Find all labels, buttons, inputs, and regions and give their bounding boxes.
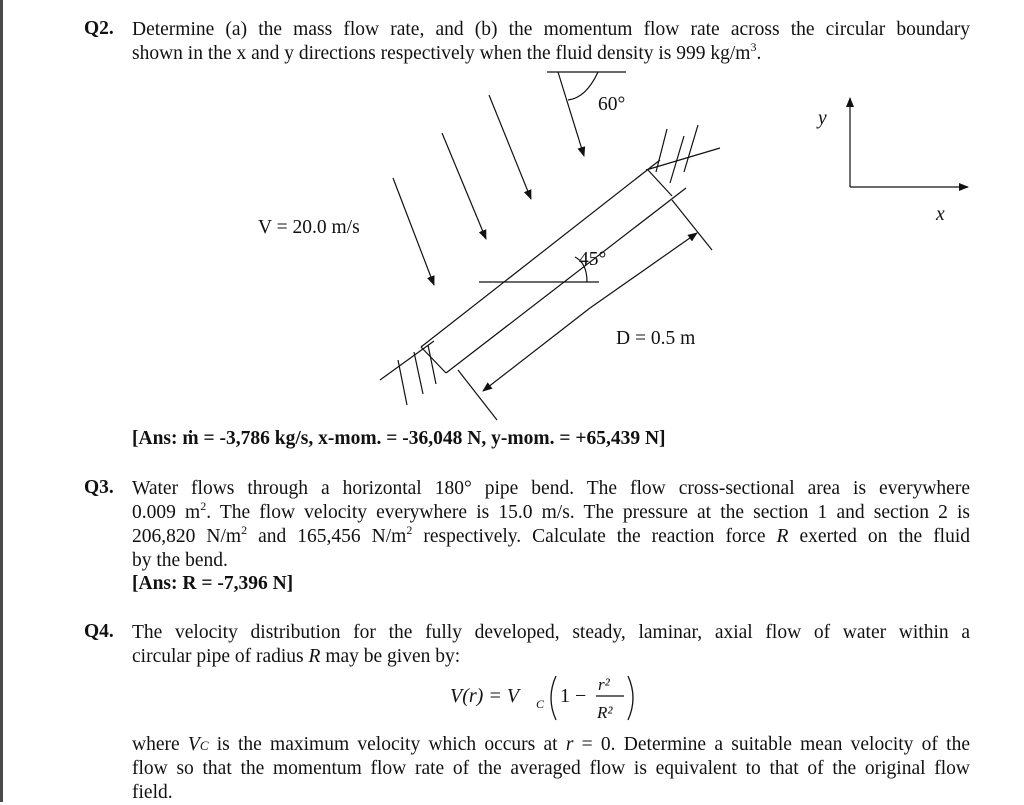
q3-answer: [Ans: R = -7,396 N]: [132, 573, 294, 594]
q2-text-line1: Determine (a) the mass flow rate, and (b) the momentum flow rate across the circular boundary: [132, 19, 970, 40]
hatch-lower-3: [428, 345, 436, 384]
dim-ext-upper: [672, 200, 712, 250]
q3-line3-b: and 165,456 N/m: [247, 526, 407, 547]
q2-answer: [Ans: ṁ = -3,786 kg/s, x-mom. = -36,048 N, y-mom. = +65,439 N]: [132, 428, 666, 449]
q4-line2-a: circular pipe of radius: [132, 646, 309, 667]
diameter-label: D = 0.5 m: [616, 328, 696, 349]
dim-line-down: [483, 308, 590, 391]
q4-line3-b: is the maximum velocity which occurs at: [208, 734, 566, 755]
hatch-upper-3: [684, 125, 698, 172]
q3-line3-c: respectively. Calculate the reaction force: [412, 526, 777, 547]
q3-line2-a: 0.009 m: [132, 502, 201, 523]
q3-line3-sup2: 2: [406, 522, 413, 537]
q4-line3-sub: C: [199, 738, 209, 753]
q4-line3-V: V: [187, 734, 200, 755]
hatch-lower-2: [414, 352, 423, 394]
q3-line3-a: 206,820 N/m: [132, 526, 242, 547]
q4-line2-b: may be given by:: [320, 646, 461, 667]
q4-line2: [132, 645, 970, 669]
q2-text-line2-b: .: [756, 43, 762, 64]
q2-text-line2-a: shown in the x and y directions respectively when the fluid density is 999 kg/m: [132, 43, 751, 64]
q3-line4: by the bend.: [132, 550, 228, 571]
hatch-lower-1: [398, 360, 407, 405]
q4-line5: field.: [132, 782, 173, 803]
q3-line2-b: . The flow velocity everywhere is 15.0 m/s. The pressure at the section 1 and section 2 is: [206, 502, 970, 523]
q3-line3-sup1: 2: [241, 522, 248, 537]
q3-line1: Water flows through a horizontal 180° pipe bend. The flow cross-sectional area is everywhere: [132, 478, 970, 499]
q4-line1: The velocity distribution for the fully developed, steady, laminar, axial flow of water within a: [132, 622, 970, 643]
pipe-wall-upper: [421, 160, 660, 347]
dim-line-up: [590, 233, 697, 308]
q3-line2-sup: 2: [200, 498, 207, 513]
q3-number: Q3.: [84, 477, 114, 498]
equation-one-minus: 1 −: [560, 685, 587, 707]
flow-arrow-4: [558, 72, 584, 156]
q3-line3-d: exerted on the fluid: [788, 526, 971, 547]
q4-line4: flow so that the momentum flow rate of the averaged flow is equivalent to that of the original flow: [132, 758, 970, 779]
q2-text-line2-sup: 3: [750, 39, 757, 54]
angle-label-45: 45°: [579, 249, 607, 270]
equation-paren-left: [551, 676, 556, 720]
angle-arc-60: [568, 72, 598, 100]
flow-arrow-1: [393, 178, 434, 285]
equation-numerator: r²: [598, 675, 610, 694]
equation-paren-right: [628, 676, 633, 720]
q3-line3-R: R: [776, 526, 789, 547]
end-cap-upper: [648, 170, 672, 196]
flow-arrow-3: [489, 95, 531, 199]
q3-line3: [132, 522, 971, 549]
end-cap-lower-ext: [380, 341, 434, 380]
q4-number: Q4.: [84, 621, 114, 642]
q4-line3-r: r: [565, 734, 574, 755]
angle-label-60: 60°: [598, 94, 626, 115]
q4-equation: [446, 668, 646, 728]
q4-line3-a: where: [132, 734, 188, 755]
q3-line2: [132, 498, 970, 525]
q4-line3-c: = 0. Determine a suitable mean velocity of the: [573, 734, 970, 755]
equation-sub-c: C: [536, 697, 545, 711]
dim-ext-lower: [458, 370, 497, 420]
flow-arrow-2: [442, 133, 486, 239]
equation-lhs: V(r) = V: [450, 685, 520, 707]
axis-y-label: y: [818, 108, 827, 129]
equation-denominator: R²: [597, 703, 613, 722]
axis-x-label: x: [936, 204, 945, 225]
velocity-label: V = 20.0 m/s: [258, 217, 360, 238]
q2-number: Q2.: [84, 18, 114, 39]
q4-line3: [132, 733, 970, 758]
q4-line2-R: R: [308, 646, 321, 667]
